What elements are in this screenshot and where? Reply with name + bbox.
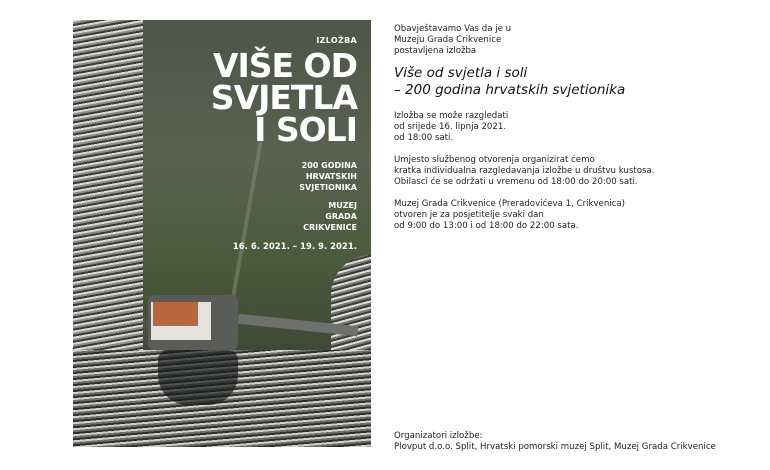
poster-organizer: MUZEJ GRADA CRIKVENICE xyxy=(303,201,357,232)
poster-dates: 16. 6. 2021. – 19. 9. 2021. xyxy=(232,242,357,252)
exhibition-poster xyxy=(73,20,371,447)
intro-text: Obavještavamo Vas da je u Muzeju Grada Crikvenice postavljena izložba xyxy=(394,24,512,56)
poster-lighthouse-roof xyxy=(153,302,198,326)
exhibition-headline: Više od svjetla i soli – 200 godina hrvatskih svjetionika xyxy=(394,65,626,98)
poster-sea-right xyxy=(331,255,371,365)
tours-paragraph: Umjesto službenog otvorenja organizirat ćemo kratka individualna razgledavanja izložbe u društvu kustosa. Obilasci će se održati u vremenu od 18:00 do 20:00 sati. xyxy=(394,155,655,187)
poster-kicker: IZLOŽBA xyxy=(316,36,357,45)
poster-title: VIŠE OD SVJETLA I SOLI xyxy=(210,46,357,149)
organizers-footer: Organizatori izložbe: Plovput d.o.o. Split, Hrvatski pomorski muzej Split, Muzej Grada Crikvenice xyxy=(394,431,716,452)
viewing-info-paragraph: Izložba se može razgledati od srijede 16. lipnja 2021. od 18:00 sati. xyxy=(394,111,509,143)
poster-lighthouse-shadow xyxy=(158,350,238,405)
poster-subtitle: 200 GODINA HRVATSKIH SVJETIONIKA xyxy=(299,161,357,192)
opening-hours-paragraph: Muzej Grada Crikvenice (Preradovićeva 1, Crikvenica) otvoren je za posjetitelje svaki dan od 9:00 do 13:00 i od 18:00 do 22:00 sata. xyxy=(394,199,626,231)
